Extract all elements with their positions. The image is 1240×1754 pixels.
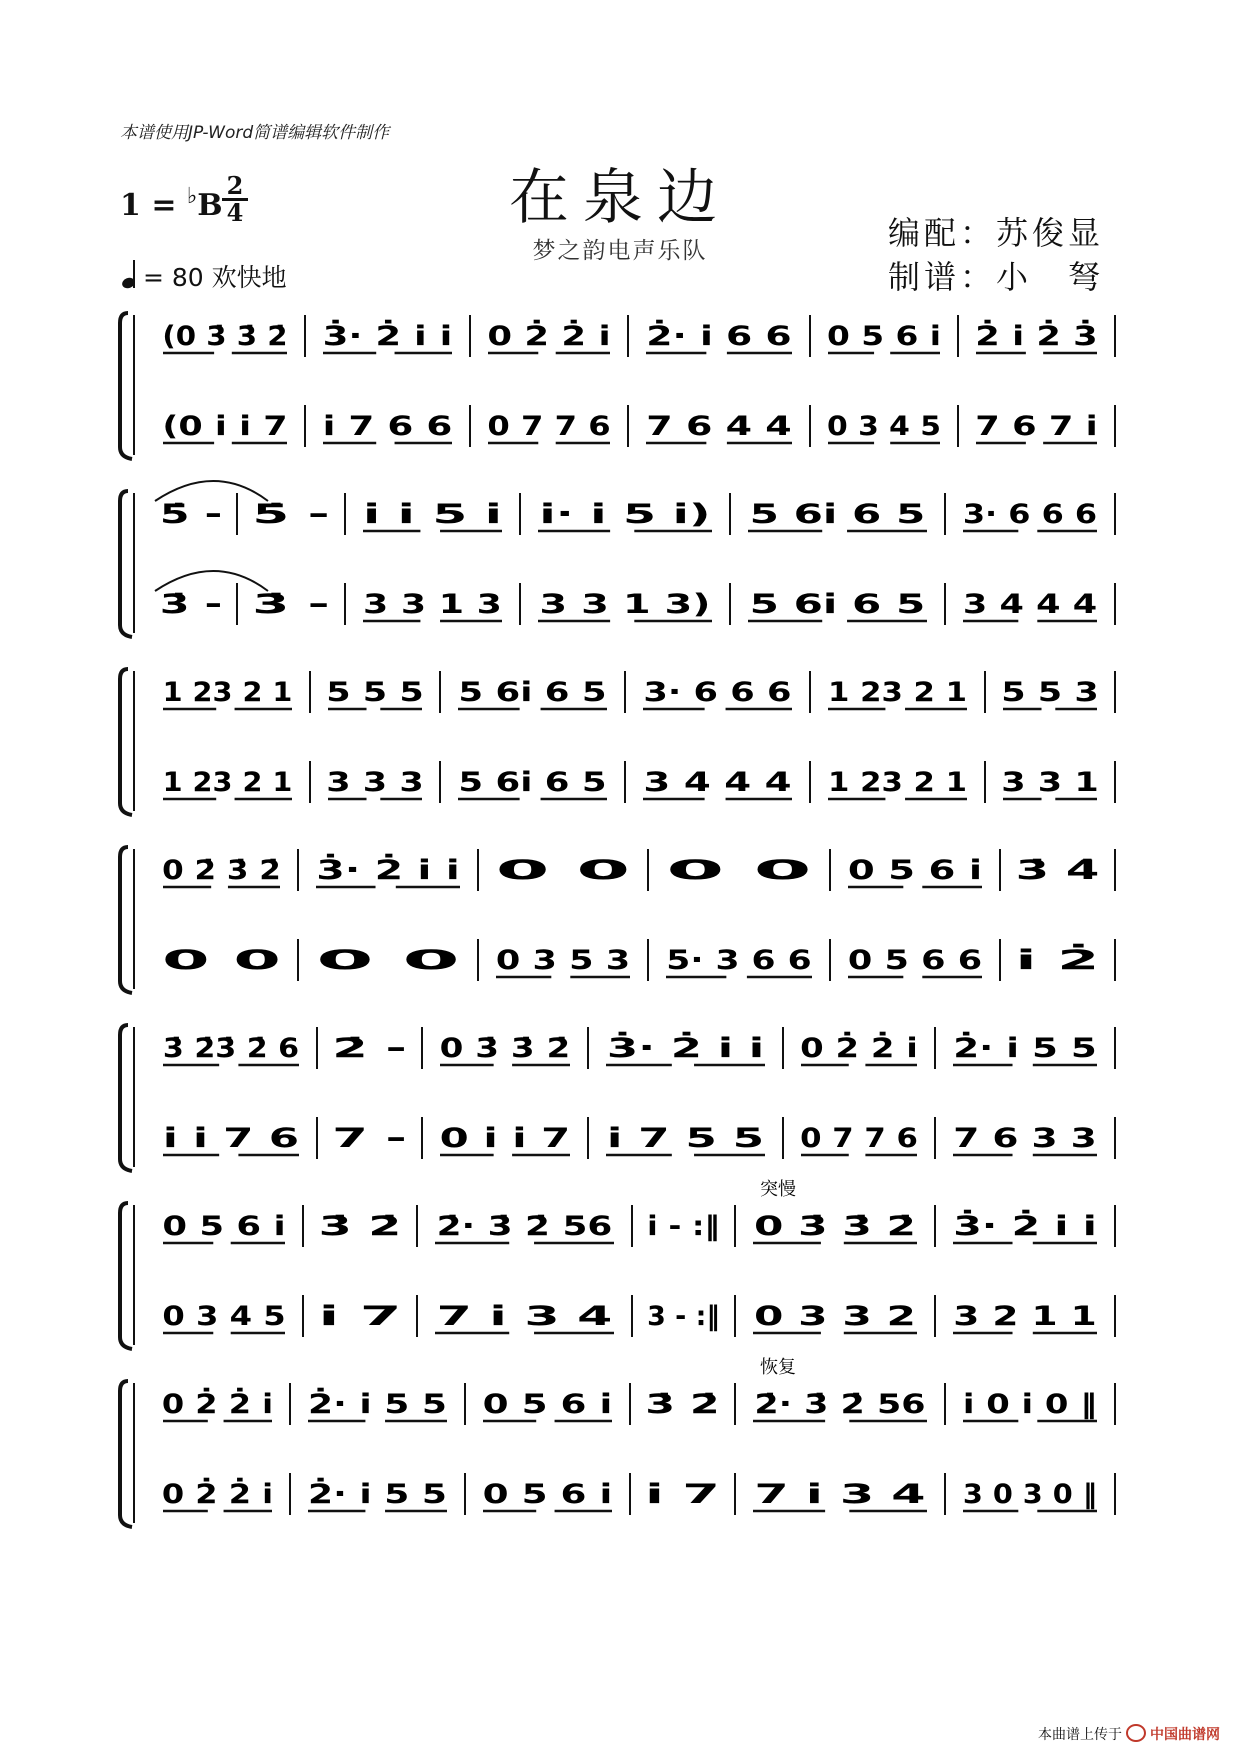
measure-notes: 0 7 7 6 bbox=[800, 1123, 918, 1154]
measure-notes: 3 3 1 bbox=[1001, 767, 1099, 798]
key-prefix: 1 = bbox=[120, 188, 187, 223]
measure-notes: 5 6i 6 5 bbox=[749, 589, 926, 620]
transcriber: 制谱：小 弩 bbox=[888, 258, 1105, 296]
measure-notes: 2̇· i 5 5 bbox=[308, 1479, 413, 1510]
system-bracket bbox=[120, 313, 132, 459]
measure-notes: 2̇· i 5 5 bbox=[308, 1389, 413, 1420]
measure-notes: 0 3 5 3 bbox=[495, 945, 631, 976]
time-denominator: 4 bbox=[222, 198, 248, 225]
measure-notes: 0 3 3 2 bbox=[754, 1301, 916, 1332]
software-credit: 本谱使用JP-Word简谱编辑软件制作 bbox=[120, 123, 390, 143]
system-bracket bbox=[120, 491, 132, 637]
measure-notes: 0 3 4 5 bbox=[826, 411, 942, 442]
measure-notes: 5 5 5 bbox=[326, 677, 424, 708]
measure-notes: i 7 bbox=[645, 1479, 720, 1510]
measure-notes: 7 i 3 4 bbox=[754, 1479, 926, 1510]
measure-notes: 3̇· 2̇ i i bbox=[953, 1211, 1048, 1242]
measure-notes: 3 4 4 4 bbox=[643, 767, 792, 798]
key-note: B bbox=[197, 188, 223, 223]
measure-notes: 2̇· i 6 6 bbox=[646, 321, 751, 352]
measure-notes: 0 2̇ 2̇ i bbox=[161, 1479, 256, 1510]
measure-notes: 7 6 7 i bbox=[975, 411, 1098, 442]
measure-notes: i i 7 6 bbox=[162, 1123, 300, 1154]
time-numerator: 2 bbox=[226, 171, 244, 200]
measure-notes: 2̇ i 2̇ 3̇ bbox=[975, 321, 1070, 352]
measure-notes: 7 6 4 4 bbox=[646, 411, 792, 442]
measure-notes: i - :‖ bbox=[647, 1211, 720, 1242]
upload-text: 本曲谱上传于 bbox=[1038, 1727, 1122, 1743]
measure-notes: 1 23 2 1 bbox=[162, 677, 293, 708]
system-bracket bbox=[120, 669, 132, 815]
measure-notes: 3 0 3 0 ‖ bbox=[962, 1479, 1098, 1510]
measure-notes: 0 3 4 5 bbox=[162, 1301, 286, 1332]
measure-notes: 1 23 2 1 bbox=[162, 767, 293, 798]
measure-notes: 5̇ - bbox=[159, 499, 223, 530]
measure-notes: 5 6i 6 5 bbox=[458, 767, 607, 798]
measure-notes: 7 i 3 4 bbox=[436, 1301, 613, 1332]
measure-notes: 5 6i 6 5 bbox=[458, 677, 607, 708]
measure-notes: 2̇· 3̇ 2̇ 56 bbox=[754, 1389, 926, 1420]
measure-notes: 7 - bbox=[332, 1123, 407, 1154]
measure-notes: 0 5 6 i bbox=[847, 855, 983, 886]
measure-notes: 0 5 6 i bbox=[482, 1389, 613, 1420]
site-name: 中国曲谱网 bbox=[1150, 1727, 1220, 1743]
measure-notes: 1 23 2 1 bbox=[828, 677, 967, 708]
measure-notes: 3 3 1 3 bbox=[363, 589, 502, 620]
measure-notes: i· i 5 i) bbox=[539, 499, 711, 530]
measure-notes: i 2̇ bbox=[1015, 945, 1054, 976]
annotation-sudden-slow: 突慢 bbox=[760, 1179, 796, 1200]
measure-notes: 0 2̇ 2̇ i bbox=[161, 1389, 256, 1420]
measure-notes: 3̇ 2̇ bbox=[318, 1211, 402, 1242]
measure-notes: 0 0 bbox=[162, 945, 281, 976]
measure-notes: 7 6 3 3 bbox=[953, 1123, 1097, 1154]
measure-notes: 3· 6 6 6 bbox=[643, 677, 792, 708]
tempo-text: = 80 欢快地 bbox=[143, 263, 287, 292]
measure-notes: 0 3̇ 3̇ 2̇ bbox=[754, 1211, 916, 1242]
measure-notes: (0 3̇ 3̇ 2̇ bbox=[162, 321, 288, 352]
measure-notes: 0 5 6 i bbox=[826, 321, 942, 352]
measure-notes: i 7 6 6 bbox=[322, 411, 453, 442]
measure-notes: 3̇ 4̇ bbox=[1015, 855, 1100, 886]
system-bracket bbox=[120, 847, 132, 993]
measure-notes: 3 3 1 3) bbox=[539, 589, 711, 620]
annotation-resume: 恢复 bbox=[760, 1357, 796, 1378]
measure-notes: i i 5 i bbox=[363, 499, 502, 530]
measure-notes: 3· 6 6 6 bbox=[962, 499, 1098, 530]
measure-notes: 3 - :‖ bbox=[647, 1301, 720, 1332]
measure-notes: 0 0 bbox=[666, 855, 812, 886]
band-name: 梦之韵电声乐队 bbox=[532, 238, 708, 264]
measure-notes: 3̇· 2̇ i i bbox=[606, 1033, 702, 1064]
measure-notes: 0 2̇ 2̇ i bbox=[487, 321, 582, 352]
measure-notes: 3 2 1 1 bbox=[953, 1301, 1097, 1332]
measure-notes: 0 i i 7 bbox=[439, 1123, 571, 1154]
measure-notes: 3̇· 2̇ i i bbox=[316, 855, 411, 886]
measure-notes: 3 4 4 4 bbox=[962, 589, 1098, 620]
measure-notes: 2̇· i 5 5 bbox=[953, 1033, 1058, 1064]
measure-notes: 0 2̇ 2̇ i bbox=[800, 1033, 894, 1064]
measure-notes: 0 3̇ 3̇ 2̇ bbox=[439, 1033, 571, 1064]
measure-notes: 0 5 6 i bbox=[162, 1211, 286, 1242]
measure-notes: i 7 bbox=[318, 1301, 402, 1332]
flat-symbol: ♭ bbox=[186, 184, 198, 209]
system-bracket bbox=[120, 1203, 132, 1349]
measure-notes: i 7 5 5 bbox=[606, 1123, 765, 1154]
measure-notes: 3̇ 2̇3̇ 2̇ 6 bbox=[162, 1033, 300, 1064]
measure-notes: 2̇ - bbox=[332, 1033, 407, 1064]
measure-notes: 3̇ - bbox=[159, 589, 223, 620]
measure-notes: 3̇ 2̇ bbox=[645, 1389, 720, 1420]
measure-notes: 0 0 bbox=[316, 945, 460, 976]
tie bbox=[155, 571, 268, 591]
measure-notes: 3̇ - bbox=[252, 589, 330, 620]
measure-notes: 0 5 6 i bbox=[482, 1479, 613, 1510]
measure-notes: 3̇· 2̇ i i bbox=[322, 321, 418, 352]
arranger: 编配：苏俊显 bbox=[888, 214, 1105, 252]
measure-notes: 5 6i 6 5 bbox=[749, 499, 926, 530]
measure-notes: 5 5 3 bbox=[1001, 677, 1099, 708]
measure-notes: i 0 i 0 ‖ bbox=[962, 1389, 1098, 1420]
tie bbox=[155, 481, 268, 501]
measure-notes: 3 3 3 bbox=[326, 767, 424, 798]
song-title: 在泉边 bbox=[509, 163, 731, 233]
measure-notes: (0 i i 7 bbox=[162, 411, 288, 442]
measure-notes: 0 2̇ 3̇ 2̇ bbox=[162, 855, 281, 886]
measure-notes: 0 0 bbox=[495, 855, 631, 886]
system-bracket bbox=[120, 1381, 132, 1527]
measure-notes: 5· 3 6 6 bbox=[666, 945, 812, 976]
measure-notes: 2̇· 3̇ 2̇ 56 bbox=[436, 1211, 613, 1242]
measure-notes: 1 23 2 1 bbox=[828, 767, 967, 798]
measure-notes: 0 5 6 6 bbox=[847, 945, 983, 976]
measure-notes: 5̇ - bbox=[252, 499, 330, 530]
measure-notes: 0 7 7 6 bbox=[487, 411, 611, 442]
system-bracket bbox=[120, 1025, 132, 1171]
